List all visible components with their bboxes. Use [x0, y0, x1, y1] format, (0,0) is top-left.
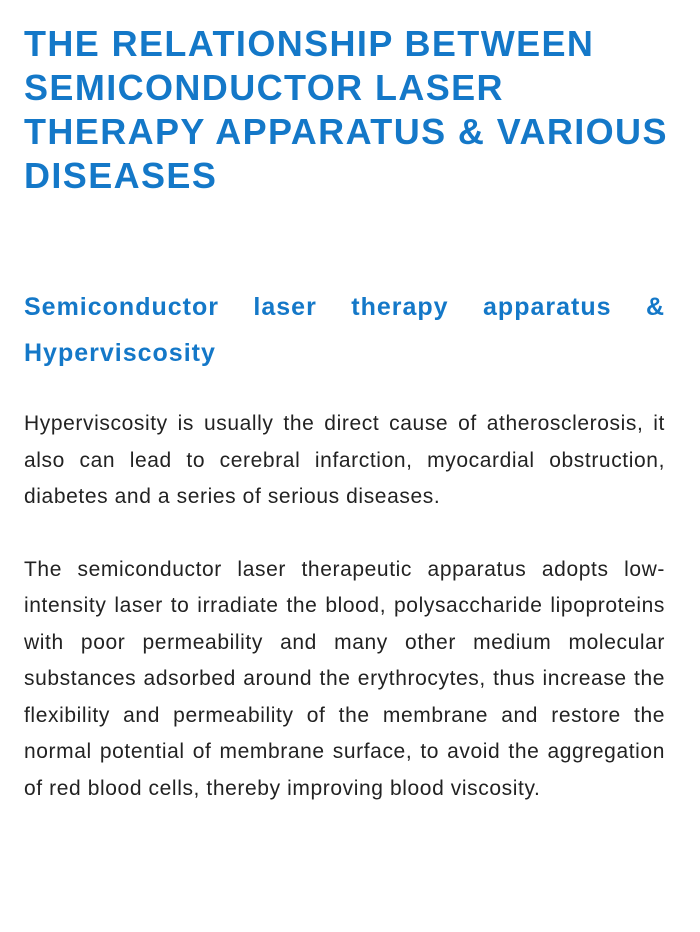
section-title: Semiconductor laser therapy apparatus & Hyperviscosity [24, 293, 665, 367]
body-paragraph-2: The semiconductor laser therapeutic apparatus adopts low-intensity laser to irradiate the blood, polysaccharide lipoproteins with poor permeability and many other medium molecular substances adsorbed around the erythrocytes, thus increase the flexibility and permeability of the membrane and restore the normal potential of membrane surface, to avoid the aggregation of red blood cells, thereby improving blood viscosity. [24, 557, 665, 800]
body-paragraph-1: Hyperviscosity is usually the direct cause of atherosclerosis, it also can lead to cerebral infarction, myocardial obstruction, diabetes and a series of serious diseases. [24, 412, 665, 508]
page-title: THE RELATIONSHIP BETWEEN SEMICONDUCTOR LASER THERAPY APPARATUS & VARIOUS DISEASES [24, 23, 668, 196]
